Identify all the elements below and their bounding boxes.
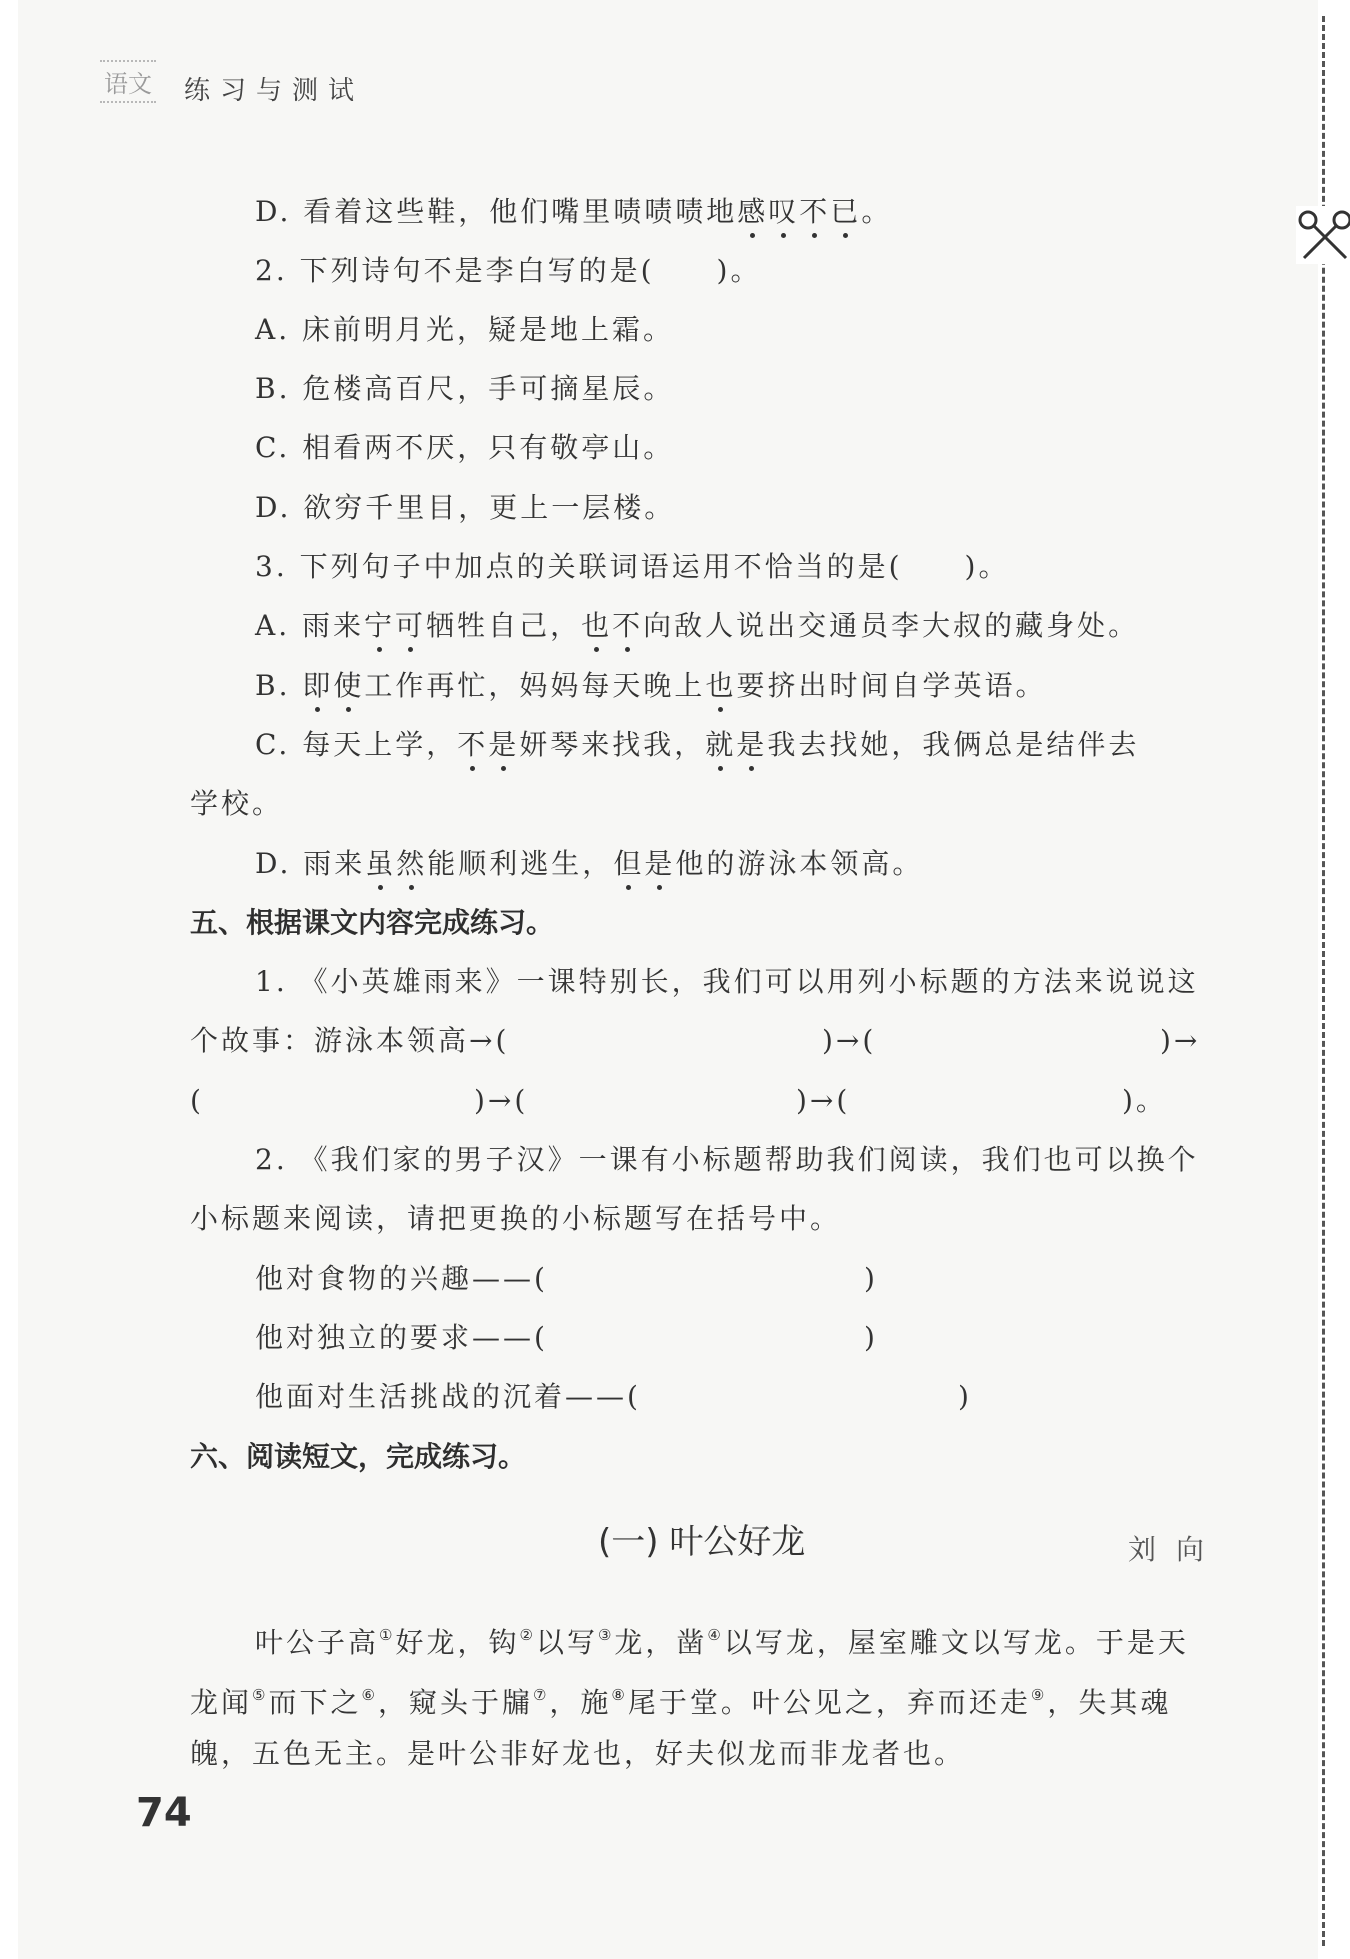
cut-line	[1322, 16, 1325, 1946]
page-number: 74	[136, 1790, 192, 1836]
book-title: 练习与测试	[184, 76, 365, 106]
s5-q1-line3-start: (	[190, 1084, 204, 1117]
s5-q2-item3-close: )	[958, 1380, 972, 1413]
section-6-title: 六、阅读短文，完成练习。	[190, 1440, 527, 1473]
s5-q1-line3-blank4-end: )→(	[796, 1084, 851, 1117]
s5-q1-line2: 个故事：游泳本领高→(	[190, 1024, 510, 1057]
q2-stem: 2. 下列诗句不是李白写的是( )。	[255, 254, 762, 287]
q3-stem: 3. 下列句子中加点的关联词语运用不恰当的是( )。	[255, 550, 1010, 583]
q1-option-d: D. 看着这些鞋，他们嘴里啧啧啧地感叹不已。	[255, 192, 892, 232]
s5-q2-item2-close: )	[864, 1321, 878, 1354]
q3-option-c-line1: C. 每天上学，不是妍琴来找我，就是我去找她，我俩总是结伴去	[255, 725, 1139, 765]
s5-q2-item3: 他面对生活挑战的沉着——(	[255, 1380, 641, 1413]
story-author: 刘向	[1128, 1533, 1225, 1566]
s5-q1-line2-blank2-end: )→	[1160, 1024, 1201, 1057]
q2-option-a: A. 床前明月光，疑是地上霜。	[255, 313, 675, 346]
q3-option-b: B. 即使工作再忙，妈妈每天晚上也要挤出时间自学英语。	[255, 666, 1046, 706]
scissors-icon	[1296, 206, 1350, 264]
q3-option-c-line2: 学校。	[190, 787, 284, 820]
s5-q2-line2: 小标题来阅读，请把更换的小标题写在括号中。	[190, 1202, 842, 1235]
s5-q2-item1: 他对食物的兴趣——(	[255, 1262, 548, 1295]
q3-option-d: D. 雨来虽然能顺利逃生，但是他的游泳本领高。	[255, 844, 923, 884]
story-title: (一) 叶公好龙	[598, 1522, 806, 1562]
s5-q1-line2-blank1-end: )→(	[822, 1024, 877, 1057]
s5-q1-line3-blank3-end: )→(	[474, 1084, 529, 1117]
s5-q2-item1-close: )	[864, 1262, 878, 1295]
section-5-title: 五、根据课文内容完成练习。	[190, 906, 555, 939]
story-paragraph-line2: 龙闻⑤而下之⑥，窥头于牖⑦，施⑧尾于堂。叶公见之，弃而还走⑨，失其魂	[190, 1686, 1172, 1719]
q2-option-b: B. 危楼高百尺，手可摘星辰。	[255, 372, 675, 405]
s5-q2-item2: 他对独立的要求——(	[255, 1321, 548, 1354]
q3-option-a: A. 雨来宁可牺牲自己，也不向敌人说出交通员李大叔的藏身处。	[255, 606, 1139, 646]
s5-q1-line3-end: )。	[1122, 1084, 1167, 1117]
q2-option-c: C. 相看两不厌，只有敬亭山。	[255, 431, 675, 464]
workbook-page	[18, 0, 1318, 1959]
q2-option-d: D. 欲穷千里目，更上一层楼。	[255, 491, 676, 524]
story-paragraph-line1: 叶公子高①好龙，钩②以写③龙，凿④以写龙，屋室雕文以写龙。于是天	[255, 1626, 1189, 1659]
s5-q2-line1: 2. 《我们家的男子汉》一课有小标题帮助我们阅读，我们也可以换个	[255, 1143, 1199, 1176]
subject-label: 语文	[100, 60, 156, 103]
s5-q1-line1: 1. 《小英雄雨来》一课特别长，我们可以用列小标题的方法来说说这	[255, 965, 1199, 998]
story-paragraph-line3: 魄，五色无主。是叶公非好龙也，好夫似龙而非龙者也。	[190, 1737, 966, 1770]
